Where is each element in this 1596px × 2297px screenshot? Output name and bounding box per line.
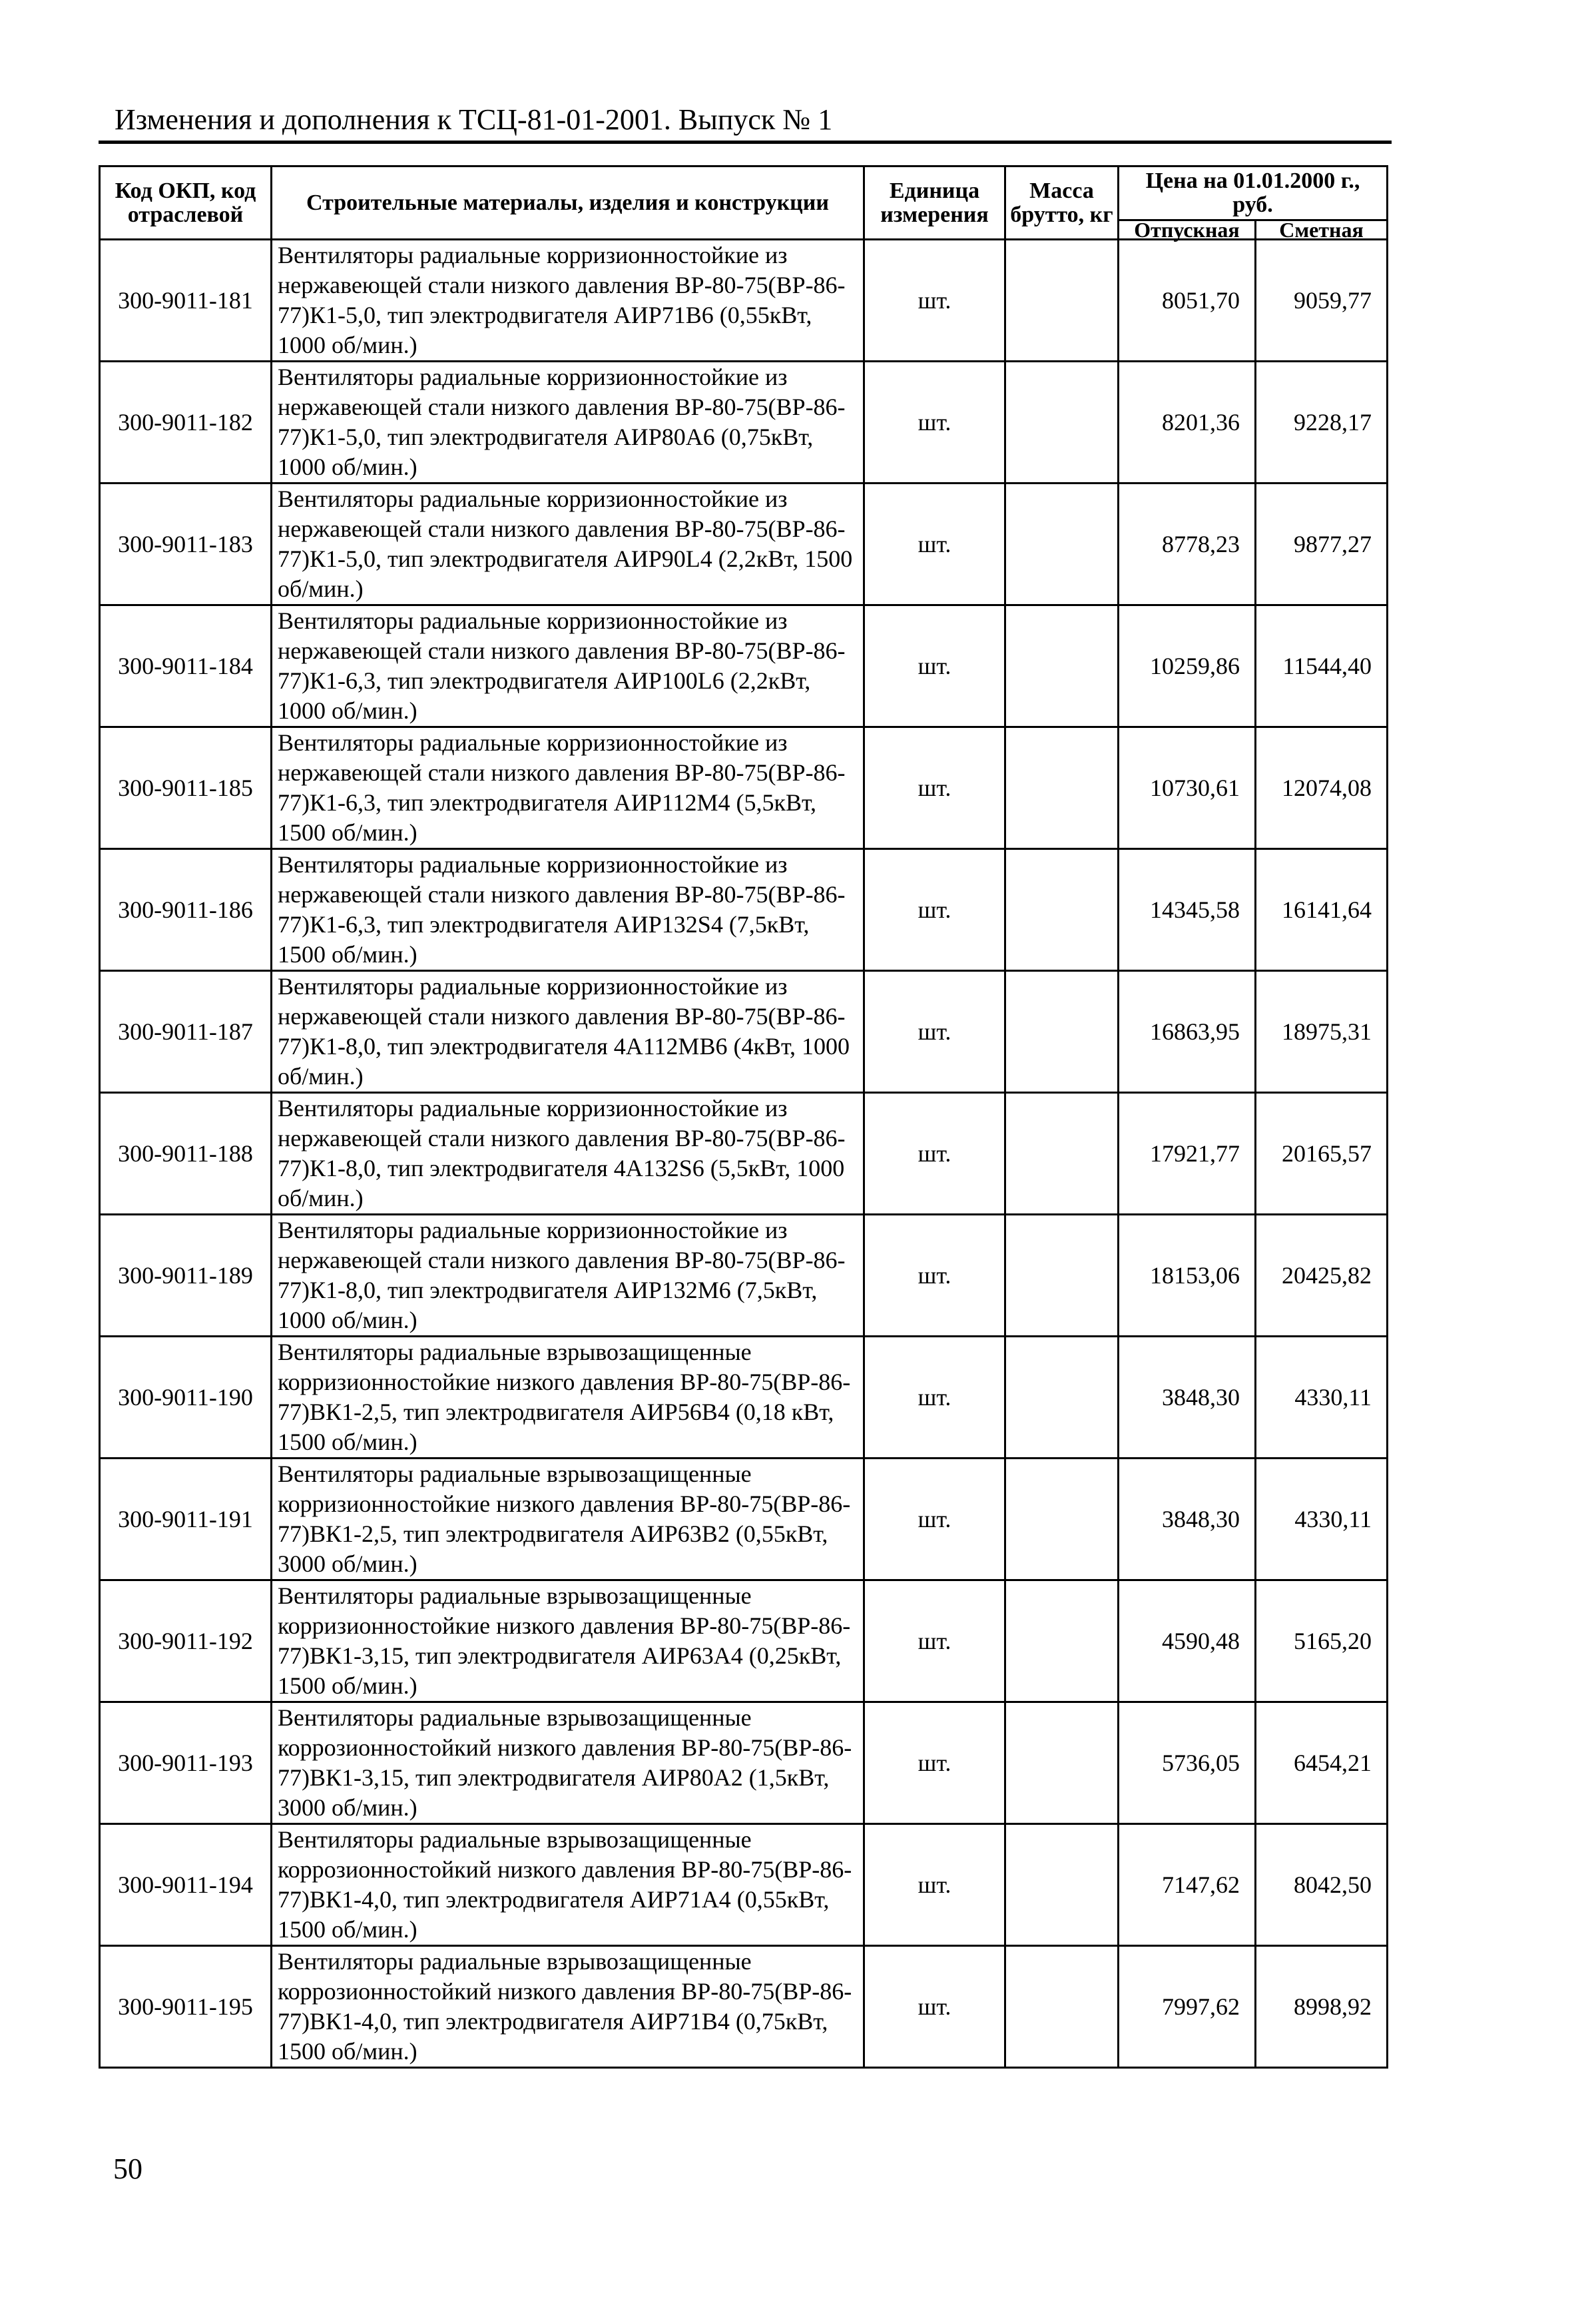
row-price-release: 17921,77 — [1119, 1093, 1256, 1215]
row-unit: шт. — [864, 727, 1005, 849]
row-unit: шт. — [864, 1946, 1005, 2068]
row-mass — [1005, 1215, 1119, 1337]
row-price-estimate: 6454,21 — [1256, 1702, 1388, 1824]
row-name: Вентиляторы радиальные взрывозащищенные корризионностойкие низкого давления ВР-80-75(ВР-86-77)ВК1-2,5, тип электродвигателя АИР56В4 (0,18 кВт, 1500 об/мин.) — [272, 1337, 864, 1459]
table-row — [100, 727, 1388, 849]
row-unit: шт. — [864, 1702, 1005, 1824]
table-row — [100, 240, 1388, 362]
row-unit: шт. — [864, 362, 1005, 484]
row-name: Вентиляторы радиальные корризионностойкие из нержавеющей стали низкого давления ВР-80-75(ВР-86-77)К1-6,3, тип электродвигателя АИР112М4 (5,5кВт, 1500 об/мин.) — [272, 727, 864, 849]
row-price-release: 3848,30 — [1119, 1459, 1256, 1580]
row-code: 300-9011-182 — [100, 362, 272, 484]
row-code: 300-9011-187 — [100, 971, 272, 1093]
row-mass — [1005, 1702, 1119, 1824]
row-mass — [1005, 1459, 1119, 1580]
price-table — [99, 165, 1388, 2069]
row-unit: шт. — [864, 1215, 1005, 1337]
row-price-release: 10730,61 — [1119, 727, 1256, 849]
row-price-release: 8051,70 — [1119, 240, 1256, 362]
row-name: Вентиляторы радиальные корризионностойкие из нержавеющей стали низкого давления ВР-80-75(ВР-86-77)К1-8,0, тип электродвигателя 4А132S6 (5,5кВт, 1000 об/мин.) — [272, 1093, 864, 1215]
row-price-release: 7997,62 — [1119, 1946, 1256, 2068]
row-name: Вентиляторы радиальные взрывозащищенные коррозионностойкий низкого давления ВР-80-75(ВР-86-77)ВК1-4,0, тип электродвигателя АИР71А4 (0,55кВт, 1500 об/мин.) — [272, 1824, 864, 1946]
row-name: Вентиляторы радиальные корризионностойкие из нержавеющей стали низкого давления ВР-80-75(ВР-86-77)К1-5,0, тип электродвигателя АИР71В6 (0,55кВт, 1000 об/мин.) — [272, 240, 864, 362]
row-price-estimate: 9059,77 — [1256, 240, 1388, 362]
row-price-estimate: 11544,40 — [1256, 605, 1388, 727]
row-code: 300-9011-193 — [100, 1702, 272, 1824]
row-mass — [1005, 1824, 1119, 1946]
row-name: Вентиляторы радиальные взрывозащищенные корризионностойкие низкого давления ВР-80-75(ВР-86-77)ВК1-2,5, тип электродвигателя АИР63В2 (0,55кВт, 3000 об/мин.) — [272, 1459, 864, 1580]
row-price-estimate: 4330,11 — [1256, 1459, 1388, 1580]
row-mass — [1005, 971, 1119, 1093]
row-code: 300-9011-195 — [100, 1946, 272, 2068]
col-header-price-group: Цена на 01.01.2000 г., руб. — [1119, 166, 1388, 220]
row-price-estimate: 12074,08 — [1256, 727, 1388, 849]
row-code: 300-9011-190 — [100, 1337, 272, 1459]
row-unit: шт. — [864, 1459, 1005, 1580]
row-mass — [1005, 1093, 1119, 1215]
table-row — [100, 971, 1388, 1093]
row-name: Вентиляторы радиальные корризионностойкие из нержавеющей стали низкого давления ВР-80-75(ВР-86-77)К1-8,0, тип электродвигателя 4А112МВ6 (4кВт, 1000 об/мин.) — [272, 971, 864, 1093]
row-price-release: 5736,05 — [1119, 1702, 1256, 1824]
row-name: Вентиляторы радиальные корризионностойкие из нержавеющей стали низкого давления ВР-80-75(ВР-86-77)К1-5,0, тип электродвигателя АИР90L4 (2,2кВт, 1500 об/мин.) — [272, 484, 864, 605]
row-code: 300-9011-183 — [100, 484, 272, 605]
row-price-estimate: 9228,17 — [1256, 362, 1388, 484]
row-code: 300-9011-186 — [100, 849, 272, 971]
col-header-mass: Масса брутто, кг — [1005, 166, 1119, 240]
col-header-unit: Единица измерения — [864, 166, 1005, 240]
row-mass — [1005, 484, 1119, 605]
row-price-release: 16863,95 — [1119, 971, 1256, 1093]
row-name: Вентиляторы радиальные корризионностойкие из нержавеющей стали низкого давления ВР-80-75(ВР-86-77)К1-6,3, тип электродвигателя АИР132S4 (7,5кВт, 1500 об/мин.) — [272, 849, 864, 971]
row-code: 300-9011-194 — [100, 1824, 272, 1946]
row-name: Вентиляторы радиальные взрывозащищенные коррозионностойкий низкого давления ВР-80-75(ВР-86-77)ВК1-3,15, тип электродвигателя АИР80А2 (1,5кВт, 3000 об/мин.) — [272, 1702, 864, 1824]
table-row — [100, 1093, 1388, 1215]
row-unit: шт. — [864, 605, 1005, 727]
row-mass — [1005, 849, 1119, 971]
row-price-estimate: 9877,27 — [1256, 484, 1388, 605]
row-price-estimate: 18975,31 — [1256, 971, 1388, 1093]
row-price-estimate: 20425,82 — [1256, 1215, 1388, 1337]
table-row — [100, 1702, 1388, 1824]
row-name: Вентиляторы радиальные корризионностойкие из нержавеющей стали низкого давления ВР-80-75(ВР-86-77)К1-6,3, тип электродвигателя АИР100L6 (2,2кВт, 1000 об/мин.) — [272, 605, 864, 727]
page-number: 50 — [113, 2152, 142, 2185]
row-price-release: 8778,23 — [1119, 484, 1256, 605]
row-code: 300-9011-192 — [100, 1580, 272, 1702]
row-name: Вентиляторы радиальные корризионностойкие из нержавеющей стали низкого давления ВР-80-75(ВР-86-77)К1-5,0, тип электродвигателя АИР80А6 (0,75кВт, 1000 об/мин.) — [272, 362, 864, 484]
row-mass — [1005, 240, 1119, 362]
col-header-name: Строительные материалы, изделия и конструкции — [272, 166, 864, 240]
row-mass — [1005, 1337, 1119, 1459]
row-price-estimate: 8998,92 — [1256, 1946, 1388, 2068]
table-row — [100, 484, 1388, 605]
col-header-price-estimate: Сметная — [1256, 220, 1388, 240]
row-price-release: 18153,06 — [1119, 1215, 1256, 1337]
table-row — [100, 1824, 1388, 1946]
row-price-estimate: 8042,50 — [1256, 1824, 1388, 1946]
row-price-release: 8201,36 — [1119, 362, 1256, 484]
table-row — [100, 1946, 1388, 2068]
row-mass — [1005, 1946, 1119, 2068]
row-code: 300-9011-188 — [100, 1093, 272, 1215]
row-price-release: 7147,62 — [1119, 1824, 1256, 1946]
row-mass — [1005, 362, 1119, 484]
row-mass — [1005, 1580, 1119, 1702]
row-code: 300-9011-191 — [100, 1459, 272, 1580]
row-unit: шт. — [864, 1093, 1005, 1215]
row-name: Вентиляторы радиальные взрывозащищенные коррозионностойкий низкого давления ВР-80-75(ВР-86-77)ВК1-4,0, тип электродвигателя АИР71В4 (0,75кВт, 1500 об/мин.) — [272, 1946, 864, 2068]
row-price-estimate: 5165,20 — [1256, 1580, 1388, 1702]
row-unit: шт. — [864, 484, 1005, 605]
row-unit: шт. — [864, 240, 1005, 362]
row-code: 300-9011-185 — [100, 727, 272, 849]
col-header-price-release: Отпускная — [1119, 220, 1256, 240]
table-row — [100, 1215, 1388, 1337]
table-row — [100, 605, 1388, 727]
row-price-release: 4590,48 — [1119, 1580, 1256, 1702]
row-price-release: 10259,86 — [1119, 605, 1256, 727]
table-row — [100, 362, 1388, 484]
row-code: 300-9011-189 — [100, 1215, 272, 1337]
row-unit: шт. — [864, 1580, 1005, 1702]
table-row — [100, 1459, 1388, 1580]
row-price-estimate: 16141,64 — [1256, 849, 1388, 971]
row-name: Вентиляторы радиальные взрывозащищенные корризионностойкие низкого давления ВР-80-75(ВР-86-77)ВК1-3,15, тип электродвигателя АИР63А4 (0,25кВт, 1500 об/мин.) — [272, 1580, 864, 1702]
table-row — [100, 1337, 1388, 1459]
row-mass — [1005, 727, 1119, 849]
row-unit: шт. — [864, 1824, 1005, 1946]
table-body — [100, 240, 1388, 2068]
table-row — [100, 849, 1388, 971]
page-header-title: Изменения и дополнения к ТСЦ-81-01-2001. Выпуск № 1 — [115, 103, 833, 136]
row-name: Вентиляторы радиальные корризионностойкие из нержавеющей стали низкого давления ВР-80-75(ВР-86-77)К1-8,0, тип электродвигателя АИР132М6 (7,5кВт, 1000 об/мин.) — [272, 1215, 864, 1337]
row-code: 300-9011-184 — [100, 605, 272, 727]
row-code: 300-9011-181 — [100, 240, 272, 362]
row-price-estimate: 4330,11 — [1256, 1337, 1388, 1459]
row-unit: шт. — [864, 971, 1005, 1093]
header-rule — [99, 141, 1392, 144]
row-price-release: 3848,30 — [1119, 1337, 1256, 1459]
row-unit: шт. — [864, 1337, 1005, 1459]
row-mass — [1005, 605, 1119, 727]
col-header-code: Код ОКП, код отраслевой — [100, 166, 272, 240]
row-unit: шт. — [864, 849, 1005, 971]
table-row — [100, 1580, 1388, 1702]
row-price-estimate: 20165,57 — [1256, 1093, 1388, 1215]
row-price-release: 14345,58 — [1119, 849, 1256, 971]
